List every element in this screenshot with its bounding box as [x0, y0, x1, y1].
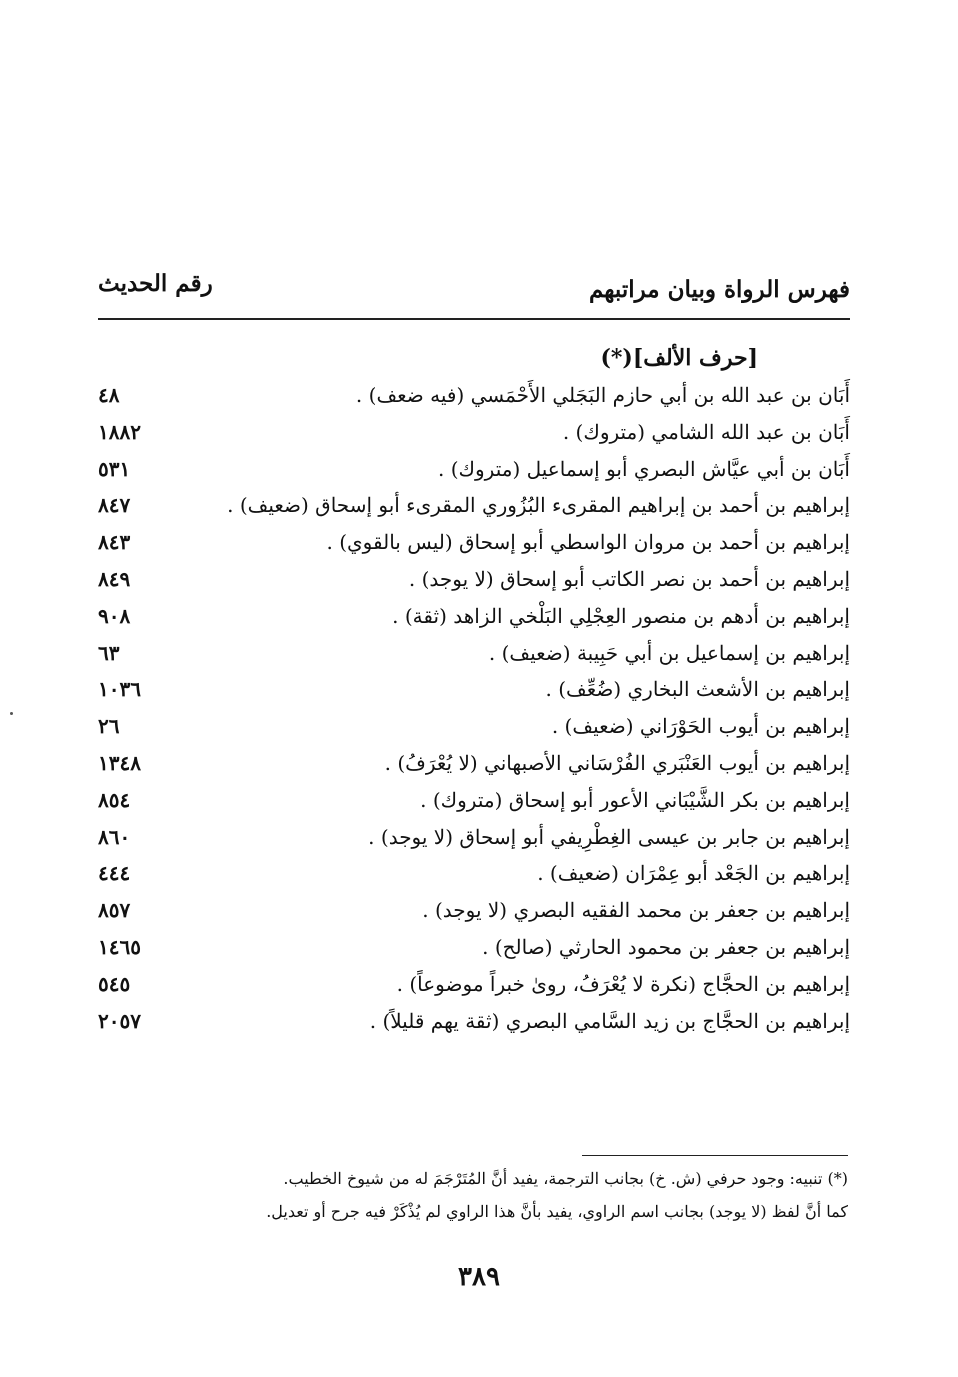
hadith-number: ٩٠٨ — [98, 603, 131, 628]
page-number: ٣٨٩ — [458, 1262, 500, 1292]
narrator-entry: إبراهيم بن جعفر بن محمود الحارثي (صالح) . — [482, 934, 850, 959]
list-item — [98, 457, 850, 494]
narrator-entry: إبراهيم بن جعفر بن محمد الفقيه البصري (لا يوجد) . — [422, 898, 850, 923]
hadith-number: ٢٦ — [98, 714, 120, 739]
footnote-line: كما أنَّ لفظ (لا يوجد) بجانب اسم الراوي، يفيد بأنَّ هذا الراوي لم يُذْكَرْ فيه جرح أو تعديل. — [266, 1202, 848, 1221]
hadith-number: ٨٥٤ — [98, 787, 131, 812]
footnote — [128, 1162, 848, 1228]
hadith-number: ١٤٦٥ — [98, 934, 141, 959]
narrator-entry: إبراهيم بن إسماعيل بن أبي حَبِيبة (ضعيف) . — [488, 640, 850, 665]
hadith-number: ٨٦٠ — [98, 824, 131, 849]
list-item — [98, 641, 850, 678]
list-item — [98, 714, 850, 751]
narrator-entry: إبراهيم بن بكر الشَّيْبَاني الأعور أبو إسحاق (متروك) . — [420, 787, 850, 812]
narrator-entry: إبراهيم بن أحمد بن مروان الواسطي أبو إسحاق (ليس بالقوي) . — [326, 530, 850, 555]
narrator-entry: أَبَان بن أبي عيَّاش البصري أبو إسماعيل (متروك) . — [438, 456, 850, 481]
list-item — [98, 972, 850, 1009]
narrator-entry: إبراهيم بن أحمد بن إبراهيم المقرىء البُزُوري المقرىء أبو إسحاق (ضعيف) . — [227, 493, 850, 518]
narrator-entry: إبراهيم بن جابر بن عيسى الغِطْرِيفي أبو إسحاق (لا يوجد) . — [368, 824, 850, 849]
list-item — [98, 420, 850, 457]
narrator-entry: أَبَان بن عبد الله الشامي (متروك) . — [562, 419, 850, 444]
header-divider — [98, 318, 850, 320]
narrator-entry: إبراهيم بن أيوب الحَوْرَاني (ضعيف) . — [551, 714, 850, 739]
narrator-list — [98, 383, 850, 1045]
list-item — [98, 935, 850, 972]
list-item — [98, 567, 850, 604]
hadith-number: ٥٤٥ — [98, 971, 131, 996]
footnote-line: (*) تنبيه: وجود حرفي (ش. خ) بجانب الترجمة، يفيد أنَّ المُتَرْجَمَ له من شيوخ الخطيب. — [283, 1169, 848, 1188]
page-header — [98, 270, 850, 314]
hadith-number: ٦٣ — [98, 640, 120, 665]
hadith-number: ٨٤٩ — [98, 566, 131, 591]
narrator-entry: إبراهيم بن أدهم بن منصور العِجْلِي البَلْخي الزاهد (ثقة) . — [392, 603, 850, 628]
section-heading: [حرف الألف](*) — [600, 345, 758, 371]
list-item — [98, 383, 850, 420]
hadith-number: ٨٤٣ — [98, 530, 131, 555]
narrator-entry: إبراهيم بن الحجَّاج (نكرة لا يُعْرَفُ، روىٰ خبراً موضوعاً) . — [396, 971, 850, 996]
hadith-number: ٨٤٧ — [98, 493, 131, 518]
list-item — [98, 493, 850, 530]
hadith-number: ٢٠٥٧ — [98, 1008, 141, 1033]
footnote-divider — [582, 1155, 848, 1156]
narrator-entry: إبراهيم بن الأشعث البخاري (ضُعِّف) . — [545, 677, 850, 702]
narrator-entry: إبراهيم بن أيوب العَنْبَري الفُرْسَاني الأصبهاني (لا يُعْرَفُ) . — [384, 750, 850, 775]
list-item — [98, 604, 850, 641]
list-item — [98, 751, 850, 788]
hadith-number: ١٠٣٦ — [98, 677, 141, 702]
narrator-entry: إبراهيم بن الجَعْد أبو عِمْرَان (ضعيف) . — [537, 861, 850, 886]
number-column-heading: رقم الحديث — [98, 270, 213, 297]
list-item — [98, 861, 850, 898]
hadith-number: ٥٣١ — [98, 456, 131, 481]
narrator-entry: أَبَان بن عبد الله بن أبي حازم البَجَلي الأَحْمَسي (فيه ضعف) . — [355, 383, 850, 407]
hadith-number: ١٨٨٢ — [98, 419, 141, 444]
list-item — [98, 898, 850, 935]
hadith-number: ٨٥٧ — [98, 898, 131, 923]
list-item — [98, 1009, 850, 1046]
hadith-number: ١٣٤٨ — [98, 750, 141, 775]
narrator-entry: إبراهيم بن أحمد بن نصر الكاتب أبو إسحاق (لا يوجد) . — [408, 566, 850, 591]
list-item — [98, 677, 850, 714]
list-item — [98, 825, 850, 862]
narrator-entry: إبراهيم بن الحجَّاج بن زيد السَّامي البصري (ثقة يهم قليلاً) . — [369, 1008, 850, 1033]
list-item — [98, 788, 850, 825]
list-item — [98, 530, 850, 567]
page-title: فهرس الرواة وبيان مراتبهم — [588, 276, 850, 303]
scan-speck — [10, 712, 13, 715]
hadith-number: ٤٨ — [98, 383, 120, 407]
hadith-number: ٤٤٤ — [98, 861, 131, 886]
